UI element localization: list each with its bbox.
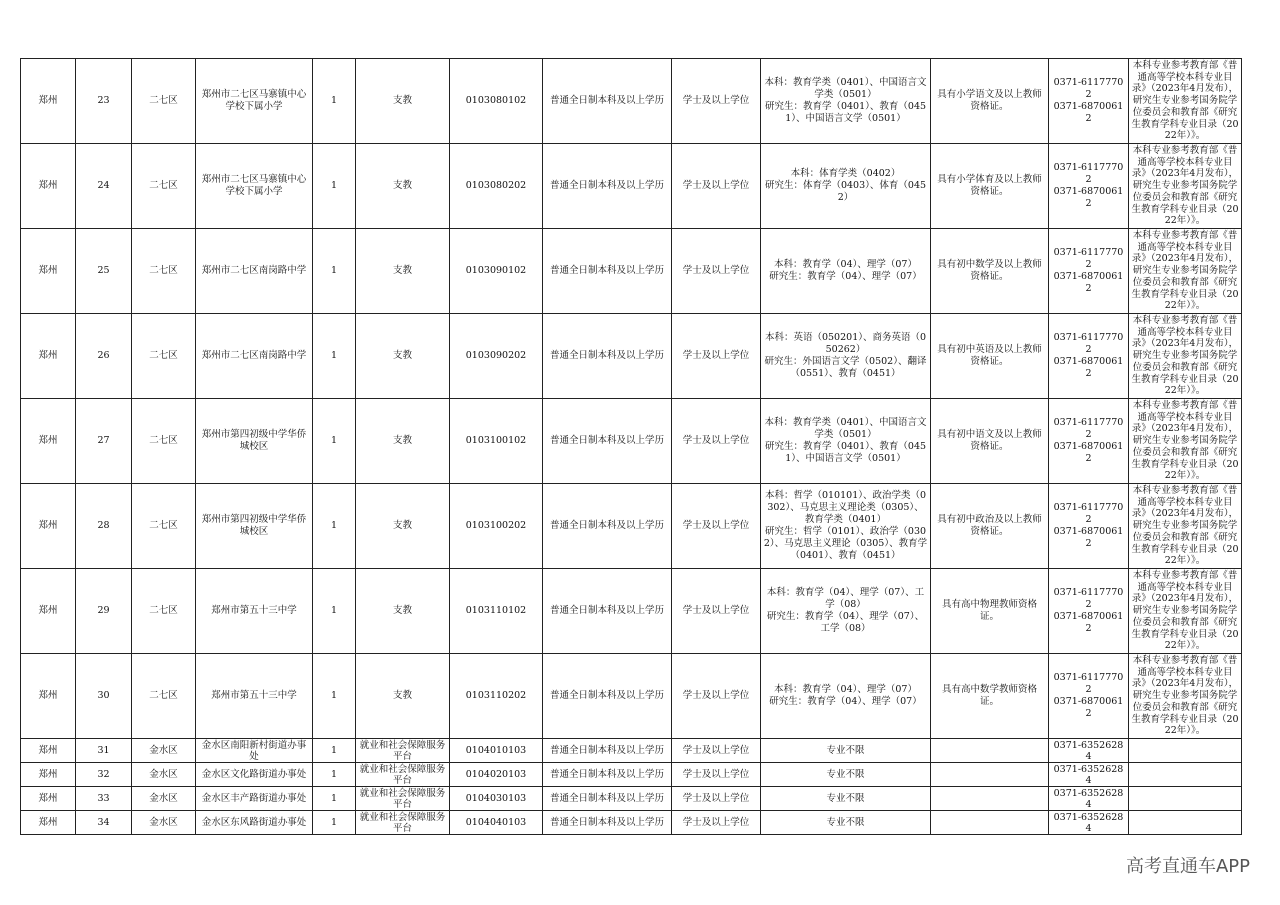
cell-no: 28 [76,484,132,569]
cell-count: 1 [313,59,356,144]
cell-city: 郑州 [21,59,76,144]
table-body [21,59,1242,835]
cell-note [1129,787,1242,811]
cell-unit: 郑州市第四初级中学华侨城校区 [196,484,313,569]
cell-count: 1 [313,229,356,314]
cell-district: 金水区 [132,811,196,835]
cell-note: 本科专业参考教育部《普通高等学校本科专业目录》（2023年4月发布），研究生专业参考国务院学位委员会和教育部《研究生教育学科专业目录（2022年）》。 [1129,314,1242,399]
cell-phone: 0371-61177702 0371-68700612 [1049,229,1129,314]
cell-code: 0103080102 [450,59,543,144]
cell-note [1129,739,1242,763]
cell-note [1129,811,1242,835]
cell-post: 就业和社会保障服务平台 [356,763,450,787]
cell-post: 支教 [356,59,450,144]
cell-district: 金水区 [132,763,196,787]
table-row [21,787,1242,811]
cell-degree: 学士及以上学位 [672,484,761,569]
cell-no: 31 [76,739,132,763]
cell-unit: 郑州市二七区南岗路中学 [196,314,313,399]
cell-code: 0103090102 [450,229,543,314]
cell-code: 0104040103 [450,811,543,835]
cell-post: 支教 [356,654,450,739]
cell-other: 具有初中英语及以上教师资格证。 [931,314,1049,399]
cell-post: 支教 [356,229,450,314]
cell-degree: 学士及以上学位 [672,314,761,399]
cell-edu: 普通全日制本科及以上学历 [543,229,672,314]
cell-district: 二七区 [132,399,196,484]
cell-code: 0103090202 [450,314,543,399]
cell-city: 郑州 [21,739,76,763]
positions-table [20,58,1242,835]
cell-district: 二七区 [132,569,196,654]
cell-code: 0104030103 [450,787,543,811]
cell-phone: 0371-61177702 0371-68700612 [1049,144,1129,229]
cell-district: 二七区 [132,59,196,144]
cell-city: 郑州 [21,229,76,314]
cell-unit: 郑州市二七区马寨镇中心学校下属小学 [196,144,313,229]
cell-major: 本科：教育学（04）、理学（07） 研究生：教育学（04）、理学（07） [761,654,931,739]
cell-code: 0103110102 [450,569,543,654]
cell-unit: 郑州市第五十三中学 [196,569,313,654]
table-row [21,314,1242,399]
cell-post: 就业和社会保障服务平台 [356,787,450,811]
cell-code: 0104010103 [450,739,543,763]
table-row [21,811,1242,835]
cell-other: 具有初中数学及以上教师资格证。 [931,229,1049,314]
cell-unit: 金水区东风路街道办事处 [196,811,313,835]
cell-unit: 郑州市二七区南岗路中学 [196,229,313,314]
cell-count: 1 [313,654,356,739]
cell-district: 金水区 [132,739,196,763]
cell-code: 0103100202 [450,484,543,569]
cell-unit: 金水区南阳新村街道办事处 [196,739,313,763]
cell-code: 0104020103 [450,763,543,787]
cell-major: 本科：教育学类（0401）、中国语言文学类（0501） 研究生：教育学（0401）、教育（0451）、中国语言文学（0501） [761,59,931,144]
cell-post: 支教 [356,569,450,654]
cell-city: 郑州 [21,811,76,835]
cell-district: 金水区 [132,787,196,811]
cell-city: 郑州 [21,654,76,739]
cell-degree: 学士及以上学位 [672,739,761,763]
cell-post: 支教 [356,314,450,399]
cell-no: 25 [76,229,132,314]
cell-note [1129,763,1242,787]
cell-count: 1 [313,144,356,229]
cell-note: 本科专业参考教育部《普通高等学校本科专业目录》（2023年4月发布），研究生专业参考国务院学位委员会和教育部《研究生教育学科专业目录（2022年）》。 [1129,59,1242,144]
cell-city: 郑州 [21,314,76,399]
cell-major: 本科：体育学类（0402） 研究生：体育学（0403）、体育（0452） [761,144,931,229]
table-row [21,739,1242,763]
cell-count: 1 [313,569,356,654]
cell-phone: 0371-63526284 [1049,739,1129,763]
cell-note: 本科专业参考教育部《普通高等学校本科专业目录》（2023年4月发布），研究生专业参考国务院学位委员会和教育部《研究生教育学科专业目录（2022年）》。 [1129,144,1242,229]
cell-city: 郑州 [21,569,76,654]
cell-note: 本科专业参考教育部《普通高等学校本科专业目录》（2023年4月发布），研究生专业参考国务院学位委员会和教育部《研究生教育学科专业目录（2022年）》。 [1129,399,1242,484]
cell-count: 1 [313,739,356,763]
cell-major: 专业不限 [761,787,931,811]
table-row [21,59,1242,144]
cell-phone: 0371-61177702 0371-68700612 [1049,399,1129,484]
cell-edu: 普通全日制本科及以上学历 [543,399,672,484]
table-row [21,484,1242,569]
cell-unit: 郑州市第五十三中学 [196,654,313,739]
cell-post: 支教 [356,144,450,229]
cell-major: 本科：英语（050201）、商务英语（050262） 研究生：外国语言文学（0502）、翻译（0551）、教育（0451） [761,314,931,399]
cell-phone: 0371-61177702 0371-68700612 [1049,654,1129,739]
cell-other [931,811,1049,835]
cell-degree: 学士及以上学位 [672,787,761,811]
cell-degree: 学士及以上学位 [672,811,761,835]
cell-major: 本科：教育学类（0401）、中国语言文学类（0501） 研究生：教育学（0401）、教育（0451）、中国语言文学（0501） [761,399,931,484]
cell-note: 本科专业参考教育部《普通高等学校本科专业目录》（2023年4月发布），研究生专业参考国务院学位委员会和教育部《研究生教育学科专业目录（2022年）》。 [1129,229,1242,314]
cell-degree: 学士及以上学位 [672,654,761,739]
cell-degree: 学士及以上学位 [672,569,761,654]
cell-no: 23 [76,59,132,144]
cell-no: 29 [76,569,132,654]
cell-city: 郑州 [21,484,76,569]
cell-district: 二七区 [132,229,196,314]
cell-degree: 学士及以上学位 [672,763,761,787]
cell-no: 34 [76,811,132,835]
cell-phone: 0371-61177702 0371-68700612 [1049,59,1129,144]
cell-city: 郑州 [21,399,76,484]
watermark-text: 高考直通车APP [1125,856,1250,877]
cell-other: 具有初中政治及以上教师资格证。 [931,484,1049,569]
cell-edu: 普通全日制本科及以上学历 [543,59,672,144]
cell-other [931,787,1049,811]
cell-edu: 普通全日制本科及以上学历 [543,484,672,569]
cell-no: 26 [76,314,132,399]
cell-no: 33 [76,787,132,811]
cell-no: 27 [76,399,132,484]
cell-phone: 0371-63526284 [1049,763,1129,787]
cell-edu: 普通全日制本科及以上学历 [543,811,672,835]
cell-count: 1 [313,763,356,787]
cell-code: 0103110202 [450,654,543,739]
cell-unit: 郑州市第四初级中学华侨城校区 [196,399,313,484]
cell-other: 具有小学语文及以上教师资格证。 [931,59,1049,144]
cell-edu: 普通全日制本科及以上学历 [543,763,672,787]
table-row [21,144,1242,229]
cell-other: 具有高中物理教师资格证。 [931,569,1049,654]
cell-degree: 学士及以上学位 [672,144,761,229]
table-row [21,399,1242,484]
cell-edu: 普通全日制本科及以上学历 [543,569,672,654]
cell-city: 郑州 [21,144,76,229]
cell-no: 30 [76,654,132,739]
cell-phone: 0371-61177702 0371-68700612 [1049,484,1129,569]
cell-city: 郑州 [21,763,76,787]
cell-code: 0103080202 [450,144,543,229]
cell-phone: 0371-63526284 [1049,811,1129,835]
cell-post: 支教 [356,484,450,569]
cell-other: 具有高中数学教师资格证。 [931,654,1049,739]
cell-other: 具有小学体育及以上教师资格证。 [931,144,1049,229]
cell-unit: 金水区丰产路街道办事处 [196,787,313,811]
cell-unit: 金水区文化路街道办事处 [196,763,313,787]
cell-other [931,739,1049,763]
cell-code: 0103100102 [450,399,543,484]
cell-other [931,763,1049,787]
cell-no: 24 [76,144,132,229]
cell-district: 二七区 [132,654,196,739]
cell-count: 1 [313,484,356,569]
table-row [21,229,1242,314]
cell-edu: 普通全日制本科及以上学历 [543,654,672,739]
cell-phone: 0371-61177702 0371-68700612 [1049,569,1129,654]
cell-edu: 普通全日制本科及以上学历 [543,314,672,399]
cell-district: 二七区 [132,484,196,569]
cell-post: 就业和社会保障服务平台 [356,739,450,763]
cell-phone: 0371-61177702 0371-68700612 [1049,314,1129,399]
cell-district: 二七区 [132,314,196,399]
cell-city: 郑州 [21,787,76,811]
cell-edu: 普通全日制本科及以上学历 [543,144,672,229]
cell-degree: 学士及以上学位 [672,399,761,484]
cell-post: 就业和社会保障服务平台 [356,811,450,835]
cell-count: 1 [313,811,356,835]
cell-count: 1 [313,399,356,484]
table-row [21,654,1242,739]
cell-degree: 学士及以上学位 [672,59,761,144]
cell-district: 二七区 [132,144,196,229]
cell-major: 本科：哲学（010101）、政治学类（0302）、马克思主义理论类（0305）、教育学类（0401） 研究生：哲学（0101）、政治学（0302）、马克思主义理论（0305）、教育学（0401）、教育（0451） [761,484,931,569]
cell-degree: 学士及以上学位 [672,229,761,314]
cell-note: 本科专业参考教育部《普通高等学校本科专业目录》（2023年4月发布），研究生专业参考国务院学位委员会和教育部《研究生教育学科专业目录（2022年）》。 [1129,484,1242,569]
cell-edu: 普通全日制本科及以上学历 [543,739,672,763]
cell-unit: 郑州市二七区马寨镇中心学校下属小学 [196,59,313,144]
table-row [21,569,1242,654]
cell-note: 本科专业参考教育部《普通高等学校本科专业目录》（2023年4月发布），研究生专业参考国务院学位委员会和教育部《研究生教育学科专业目录（2022年）》。 [1129,654,1242,739]
cell-count: 1 [313,314,356,399]
cell-phone: 0371-63526284 [1049,787,1129,811]
cell-note: 本科专业参考教育部《普通高等学校本科专业目录》（2023年4月发布），研究生专业参考国务院学位委员会和教育部《研究生教育学科专业目录（2022年）》。 [1129,569,1242,654]
cell-major: 专业不限 [761,739,931,763]
cell-count: 1 [313,787,356,811]
cell-other: 具有初中语文及以上教师资格证。 [931,399,1049,484]
cell-major: 专业不限 [761,763,931,787]
table-row [21,763,1242,787]
cell-major: 专业不限 [761,811,931,835]
cell-edu: 普通全日制本科及以上学历 [543,787,672,811]
cell-post: 支教 [356,399,450,484]
cell-major: 本科：教育学（04）、理学（07） 研究生：教育学（04）、理学（07） [761,229,931,314]
cell-no: 32 [76,763,132,787]
cell-major: 本科：教育学（04）、理学（07）、工学（08） 研究生：教育学（04）、理学（07）、工学（08） [761,569,931,654]
